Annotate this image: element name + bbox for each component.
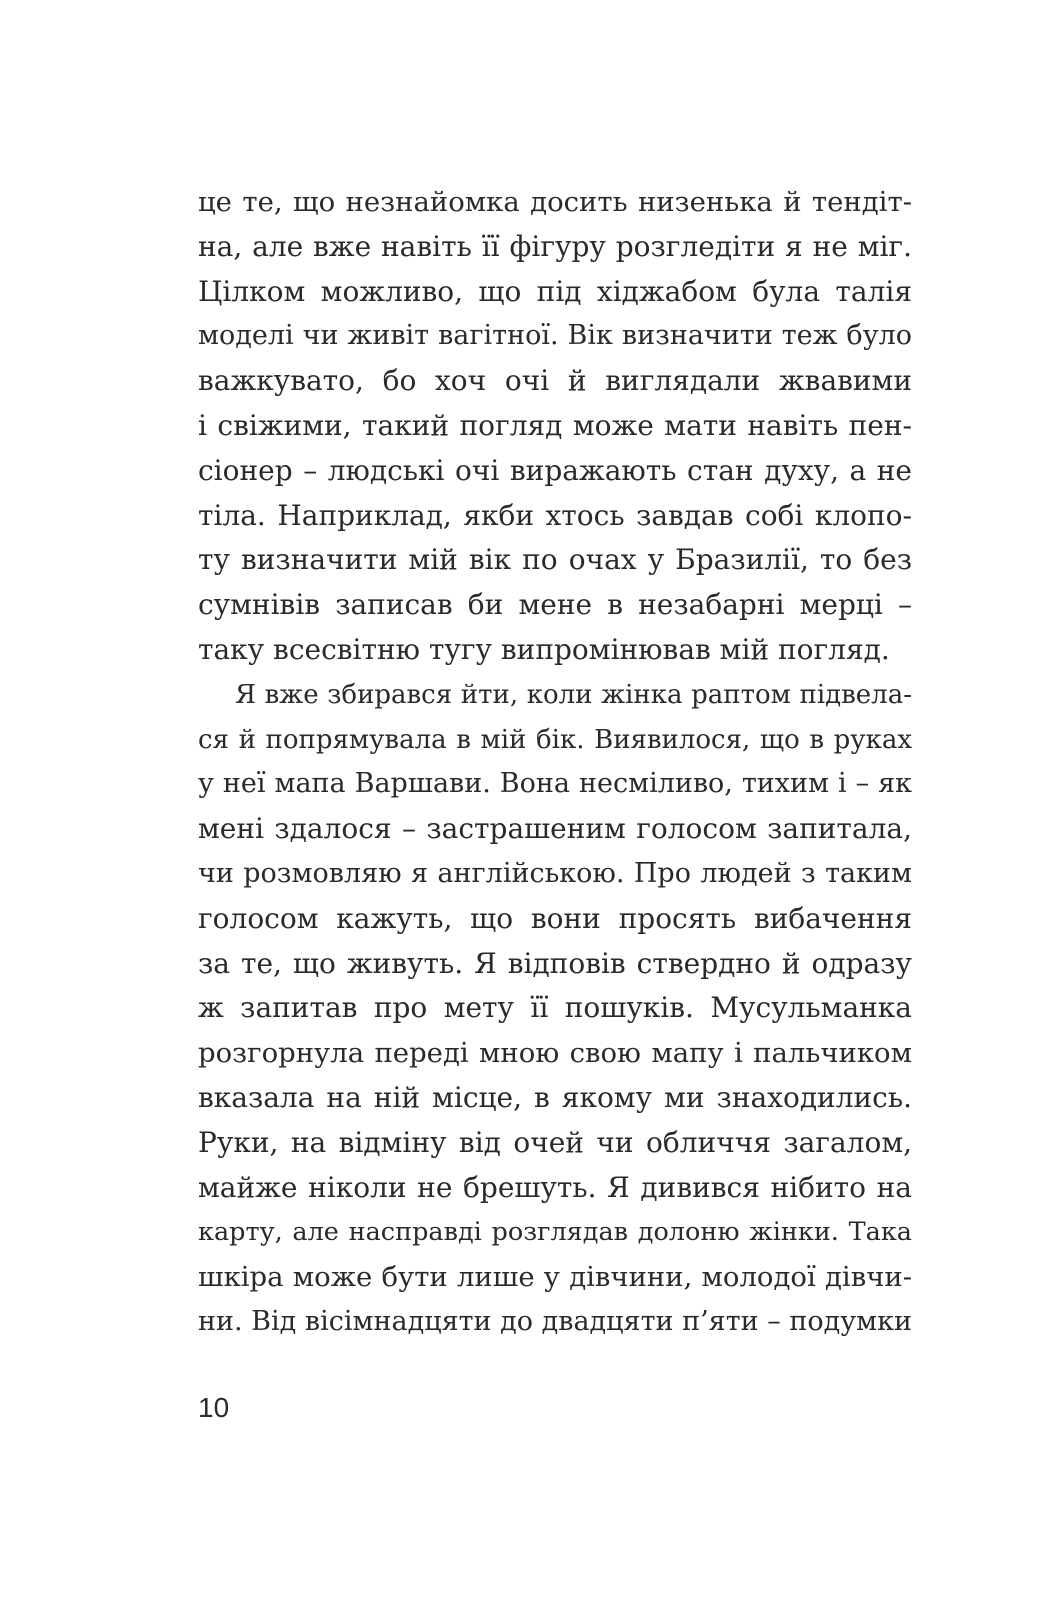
text-line: у неї мапа Варшави. Вона несміливо, тихим і – як [198,768,912,800]
text-line: Я вже збирався йти, коли жінка раптом підвела- [235,679,912,710]
text-line: голосом кажуть, що вони просять вибачення [198,901,912,935]
text-line: шкіра може бути лише у дівчини, молодої дівчи- [198,1261,912,1294]
text-line: ни. Від вісімнадцяти до двадцяти п’яти – подумки [198,1305,912,1337]
body-text [198,180,912,1345]
text-line: мені здалося – застрашеним голосом запитала, [198,812,912,846]
text-line: карту, але насправді розглядав долоню жінки. Така [198,1217,912,1248]
text-line: сіонер – людські очі виражають стан духу, а не [198,453,912,487]
text-line: це те, що незнайомка досить низенька й тендіт- [198,186,912,218]
text-line: ту визначити мій вік по очах у Бразилії, то без [198,543,912,577]
text-line: майже ніколи не брешуть. Я дивився нібито на [198,1170,912,1204]
text-line: ж запитав про мету її пошуків. Мусульманка [198,991,912,1025]
text-line: вказала на ній місце, в якому ми знаходились. [198,1080,912,1114]
text-line: на, але вже навіть її фігуру розгледіти я не міг. [198,229,912,263]
text-line: Цілком можливо, що під хіджабом була талія [198,274,912,308]
text-line: Руки, на відміну від очей чи обличчя загалом, [198,1125,912,1159]
text-line: і свіжими, такий погляд може мати навіть пен- [198,408,912,442]
text-line: за те, що живуть. Я відповів ствердно й одразу [198,946,912,980]
text-line: ся й попрямувала в мій бік. Виявилося, що в руках [198,724,912,755]
text-line: розгорнула переді мною свою мапу і пальчиком [198,1037,912,1070]
text-line: тіла. Наприклад, якби хтось завдав собі клопо- [198,498,912,532]
text-line: важкувато, бо хоч очі й виглядали жвавими [198,364,912,398]
text-line: таку всесвітню тугу випромінював мій погляд. [198,632,890,666]
text-line: чи розмовляю я англійською. Про людей з таким [198,857,912,889]
text-line: моделі чи живіт вагітної. Вік визначити теж було [198,320,912,352]
text-line: сумнівів записав би мене в незабарні мерці – [198,588,912,622]
page-number: 10 [198,1392,230,1423]
